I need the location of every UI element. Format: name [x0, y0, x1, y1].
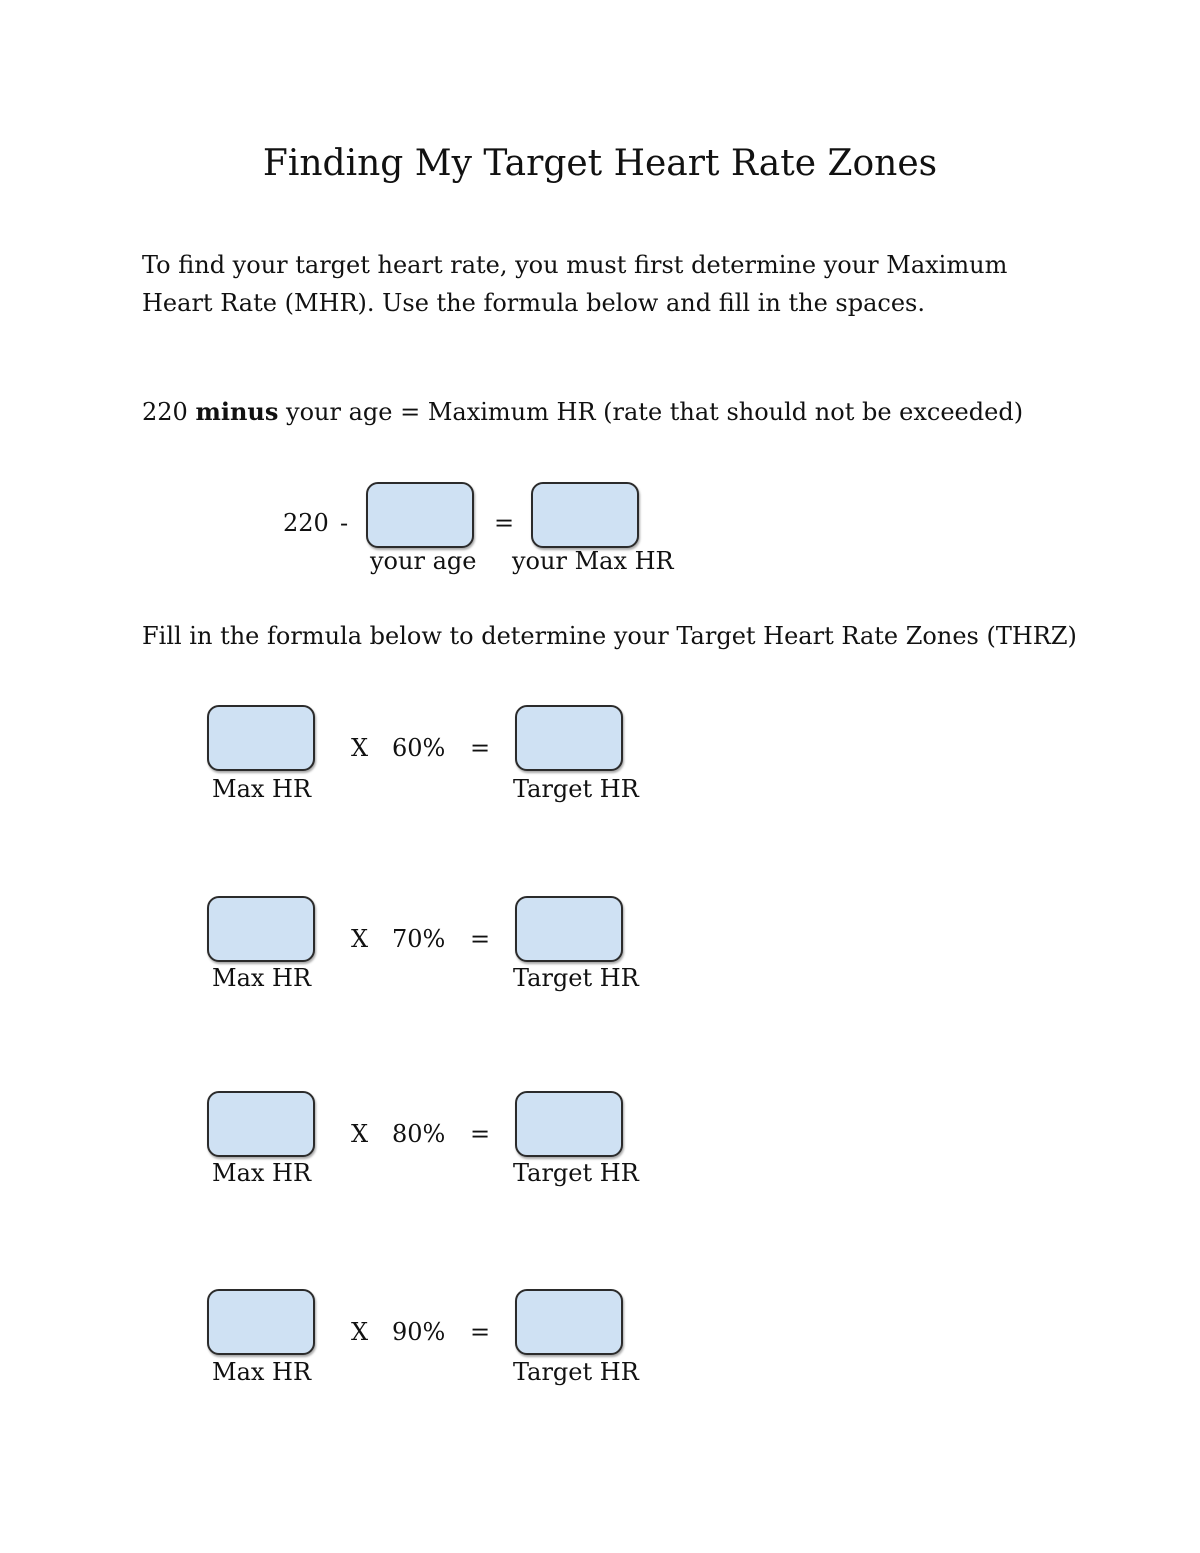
- formula-number: 220: [142, 398, 188, 426]
- max-hr-input-box[interactable]: [207, 896, 315, 962]
- max-hr-label: Max HR: [212, 1159, 312, 1187]
- target-hr-input-box[interactable]: [515, 1091, 623, 1157]
- max-hr-input-box[interactable]: [207, 1289, 315, 1355]
- max-hr-label: your Max HR: [512, 547, 674, 575]
- target-hr-input-box[interactable]: [515, 705, 623, 771]
- formula-rest: your age = Maximum HR (rate that should not be exceeded): [286, 398, 1024, 426]
- target-hr-label: Target HR: [513, 1159, 639, 1187]
- target-hr-label: Target HR: [513, 1358, 639, 1386]
- max-hr-label: Max HR: [212, 775, 312, 803]
- target-hr-label: Target HR: [513, 775, 639, 803]
- age-input-box[interactable]: [366, 482, 474, 548]
- equals-sign: =: [470, 1120, 491, 1148]
- zone-percent: 80%: [392, 1120, 446, 1148]
- zone-percent: 70%: [392, 925, 446, 953]
- target-hr-input-box[interactable]: [515, 1289, 623, 1355]
- target-hr-label: Target HR: [513, 964, 639, 992]
- mhr-constant: 220: [283, 509, 329, 537]
- mhr-equals-sign: =: [494, 509, 515, 537]
- multiply-sign: X: [351, 1318, 369, 1346]
- max-hr-label: Max HR: [212, 964, 312, 992]
- page-title: Finding My Target Heart Rate Zones: [262, 143, 938, 184]
- multiply-sign: X: [351, 734, 369, 762]
- multiply-sign: X: [351, 1120, 369, 1148]
- max-hr-input-box[interactable]: [531, 482, 639, 548]
- zone-percent: 90%: [392, 1318, 446, 1346]
- equals-sign: =: [470, 925, 491, 953]
- zone-percent: 60%: [392, 734, 446, 762]
- max-hr-input-box[interactable]: [207, 1091, 315, 1157]
- max-hr-input-box[interactable]: [207, 705, 315, 771]
- target-hr-input-box[interactable]: [515, 896, 623, 962]
- mhr-formula: [142, 394, 1023, 430]
- max-hr-label: Max HR: [212, 1358, 312, 1386]
- intro-paragraph: To find your target heart rate, you must first determine your Maximum Heart Rate (MHR). Use the formula below and fill in the spaces.: [142, 251, 1008, 317]
- mhr-minus-sign: -: [340, 509, 349, 537]
- multiply-sign: X: [351, 925, 369, 953]
- formula-minus-word: minus: [195, 397, 279, 426]
- thrz-instruction: Fill in the formula below to determine your Target Heart Rate Zones (THRZ): [142, 622, 1077, 650]
- age-label: your age: [370, 547, 477, 575]
- equals-sign: =: [470, 1318, 491, 1346]
- equals-sign: =: [470, 734, 491, 762]
